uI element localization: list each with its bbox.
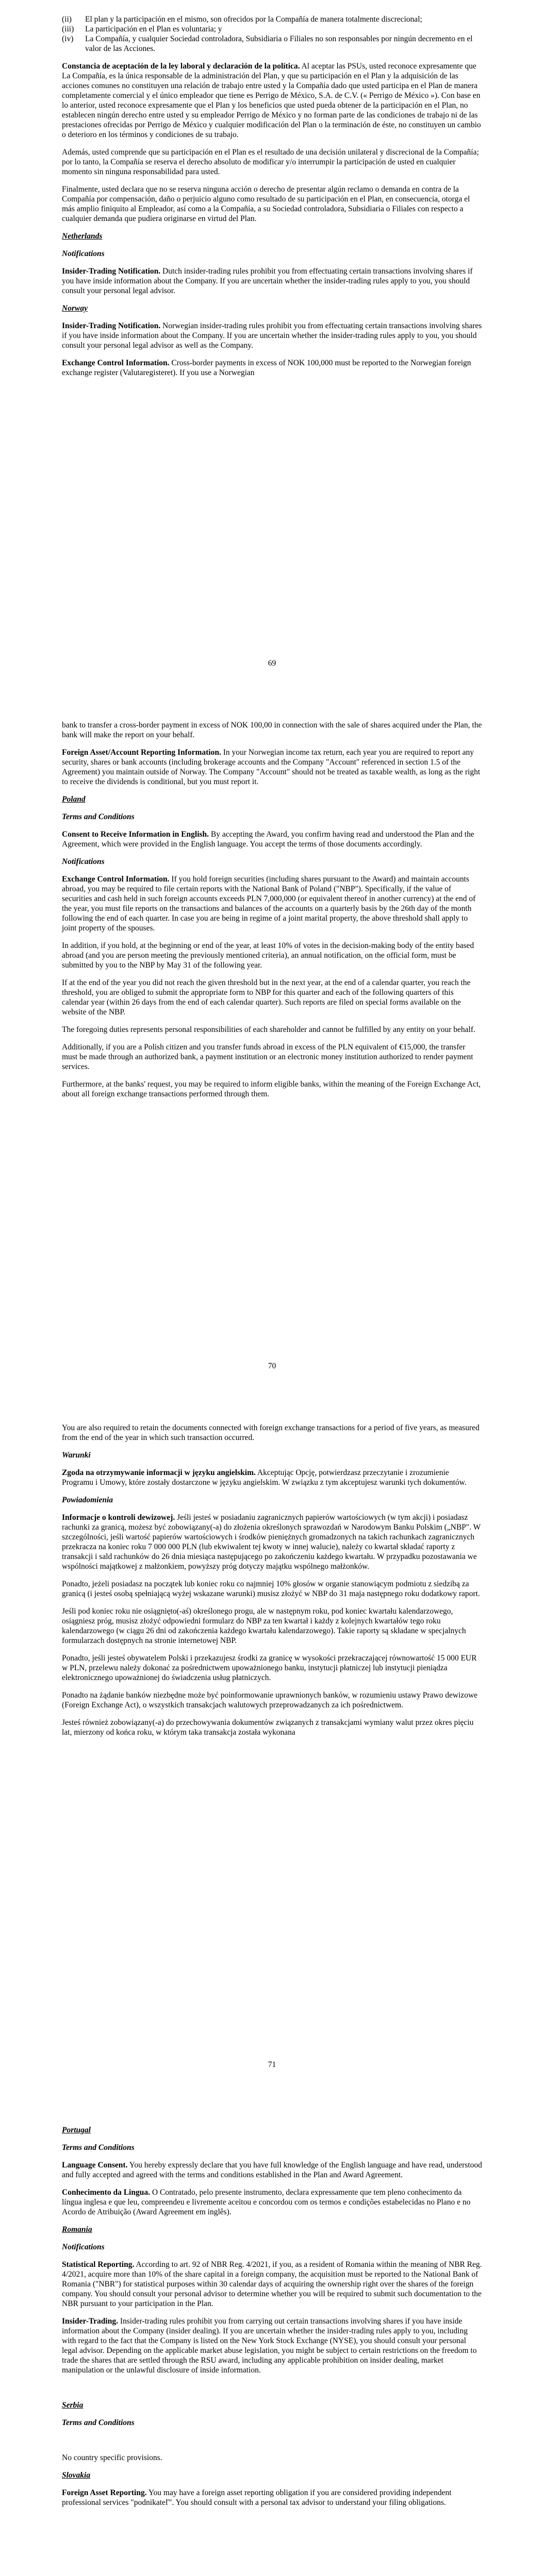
paragraph-body: If you hold foreign securities (including shares pursuant to the Award) and maintain accounts abroad, you may be required to file certain reports with the National Bank of Poland ("NBP"). Specifically, if the value of securities and cash held in such foreign accounts exceeds PLN 7,000,000 (or equivalent thereof in another currency) at the end of the year, you must file reports on the transactions and balances of the accounts on a quarterly basis by the 26th day of the month following the end of each quarter. In case you are being in regime of a joint marital property, the above threshold shall apply to joint property of the spouses. (62, 875, 476, 933)
section-heading: Terms and Conditions (62, 812, 135, 821)
paragraph-lead: Foreign Asset/Account Reporting Information. (62, 748, 221, 757)
paragraph: You are also required to retain the documents connected with foreign exchange transactions for a period of five years, as measured from the end of the year in which such transaction occurred. (62, 1423, 480, 1442)
list-text: La Compañía, y cualquier Sociedad controladora, Subsidiaria o Filiales no son responsables por ningún decremento en el valor de las Acciones. (85, 35, 473, 53)
paragraph (62, 748, 482, 787)
paragraph (62, 266, 482, 296)
country-heading-norway: Norway (62, 304, 88, 313)
list-number: (ii) (62, 15, 72, 24)
paragraph-body: Akceptując Opcję, potwierdzasz przeczytanie i zrozumienie Programu i Umowy, które zostały dostarczone w języku angielskim. W związku z tym akceptujesz warunki tych dokumentów. (62, 1468, 467, 1487)
page-72 (0, 2110, 544, 2576)
paragraph-lead: Insider-Trading Notification. (62, 267, 161, 276)
section-heading: Notifications (62, 249, 105, 258)
roman-list (62, 14, 482, 54)
paragraph: Ponadto, jeśli jesteś obywatelem Polski i przekazujesz środki za granicę w wysokości przekraczającej równowartość 15 000 EUR w PLN, przelewu należy dokonać za pośrednictwem upoważnionego banku, instytucji płatniczej lub instytucji pieniądza elektronicznego upoważnionej do świadczenia usług płatniczych. (62, 1654, 477, 1682)
paragraph (62, 2316, 482, 2375)
page-71-content (62, 1423, 482, 1745)
paragraph: Finalmente, usted declara que no se reserva ninguna acción o derecho de presentar algún reclamo o demanda en contra de la Compañía por compensación, daño o perjuicio alguno como resultado de su participación en el Plan, en consecuencia, otorga el más amplio finiquito al Empleador, así como a la Compañía, a su Sociedad controladora, Subsidiaria o Filiales con respecto a cualquier demanda que pudiera originarse en virtud del Plan. (62, 185, 470, 223)
country-heading-portugal: Portugal (62, 2126, 91, 2134)
paragraph: Además, usted comprende que su participación en el Plan es el resultado de una decisión unilateral y discrecional de la Compañía; por lo tanto, la Compañía se reserva el derecho absoluto de modificar y/o interrumpir la participación de usted en cualquier momento sin ninguna responsabilidad para usted. (62, 148, 479, 176)
paragraph: No country specific provisions. (62, 2453, 162, 2462)
paragraph-lead: Language Consent. (62, 2161, 128, 2170)
list-number: (iii) (62, 25, 74, 33)
country-heading-romania: Romania (62, 2225, 92, 2234)
spacer (62, 2383, 482, 2400)
paragraph (62, 2260, 482, 2309)
paragraph: bank to transfer a cross-border payment in excess of NOK 100,00 in connection with the sale of shares acquired under the Plan, the bank will make the report on your behalf. (62, 721, 482, 739)
paragraph: Ponadto, jeżeli posiadasz na początek lub koniec roku co najmniej 10% głosów w organie stanowiącym podmiotu z siedzibą za granicą (i jesteś osobą spełniającą wyżej wskazane warunki) musisz złożyć w NBP do 31 maja następnego roku dodatkowy raport. (62, 1580, 480, 1598)
paragraph: In addition, if you hold, at the beginning or end of the year, at least 10% of votes in the decision-making body of the entity based abroad (and you are person meeting the previously mentioned criteria), an annual notification, on the official form, must be submitted by you to the NBP by May 31 of the following year. (62, 941, 474, 970)
list-number: (iv) (62, 35, 74, 43)
paragraph (62, 358, 482, 378)
page-number: 71 (268, 2060, 276, 2069)
list-text: El plan y la participación en el mismo, son ofrecidos por la Compañía de manera totalmente discrecional; (85, 15, 422, 24)
section-heading: Warunki (62, 1451, 91, 1460)
paragraph-lead: Conhecimento da Lingua. (62, 2188, 150, 2197)
paragraph (62, 2188, 482, 2217)
paragraph (62, 321, 482, 350)
paragraph (62, 829, 482, 849)
spacer (62, 2435, 482, 2453)
section-heading: Notifications (62, 2243, 105, 2251)
section-heading: Notifications (62, 857, 105, 866)
country-heading-poland: Poland (62, 795, 86, 804)
paragraph-body: Jeśli jesteś w posiadaniu zagranicznych papierów wartościowych (w tym akcji) i posiadasz rachunki za granicą, możesz być zobowiązany(-a) do złożenia określonych sprawozdań w Narodowym Banku Polskim („NBP". W szczególności, jeśli wartość papierów wartościowych i środków pieniężnych gromadzonych na takich rachunkach zagranicznych przekracza na koniec roku 7 000 000 PLN (lub ekwiwalent tej kwoty w innej walucie), należy co kwartał składać raporty z transakcji i sald rachunków do 26 dnia miesiąca następującego po zakończeniu każdego kwartału. W przypadku pozostawania we wspólności majątkowej z małżonkiem, powyższy próg dotyczy majątku wspólnego małżonków. (62, 1513, 481, 1571)
paragraph-body: You may have a foreign asset reporting obligation if you are considered providing independent professional services "podnikateľ". You should consult with a personal tax advisor to understand your filing obligations. (62, 2488, 452, 2507)
page-70 (0, 703, 544, 1406)
paragraph-body: Insider-trading rules prohibit you from carrying out certain transactions involving shares if you have inside information about the Company (insider dealing). If you are uncertain whether the insider-trading rules apply to you, including with regard to the fact that the Company is listed on the New York Stock Exchange (NYSE), you should consult your personal legal advisor. Depending on the applicable market abuse legislation, you might be subject to certain restrictions on the freedom to trade the shares that are settled through the RSU award, including any applicable prohibition on insider dealing, market manipulation or the unlawful disclosure of inside information. (62, 2317, 477, 2375)
section-heading: Terms and Conditions (62, 2418, 135, 2427)
paragraph-body: Al aceptar las PSUs, usted reconoce expresamente que La Compañía, es la única responsable de la administración del Plan, y que su participación en el Plan y la adquisición de las acciones comunes no constituyen una relación de trabajo entre usted y la Compañía dado que usted participa en el Plan de manera completamente comercial y el único empleador que tiene es Perrigo de México, S.A. de C.V. (« Perrigo de México »). Con base en lo anterior, usted reconoce expresamente que el Plan y los beneficios que usted pueda obtener de la participación en el Plan, no establecen ningún derecho entre usted y su empleador Perrigo de México y no forman parte de las condiciones de trabajo ni de las prestaciones ofrecidas por Perrigo de México y cualquier modificación del Plan o la terminación de éste, no constituyen un cambio o deterioro en los términos y condiciones de su trabajo. (62, 62, 481, 139)
paragraph (62, 1513, 482, 1571)
paragraph-lead: Consent to Receive Information in English. (62, 830, 209, 839)
paragraph (62, 874, 482, 933)
paragraph (62, 2160, 482, 2180)
page-72-content (62, 2125, 482, 2515)
paragraph (62, 1468, 482, 1487)
paragraph (62, 2488, 482, 2507)
paragraph: If at the end of the year you did not reach the given threshold but in the next year, at the end of a calendar quarter, you reach the threshold, you are obliged to submit the appropriate form to NBP for this quarter and each of the following quarters of this calendar year (within 26 days from the end of each calendar quarter). Such reports are filed on special forms available on the website of the NBP. (62, 978, 471, 1016)
paragraph-lead: Constancia de aceptación de la ley laboral y declaración de la política. (62, 62, 300, 71)
paragraph-lead: Statistical Reporting. (62, 2260, 135, 2269)
paragraph-body: Norwegian insider-trading rules prohibit you from effectuating certain transactions involving shares if you have inside information about the Company. If you are uncertain whether the insider-trading rules apply to you, you should consult your personal legal advisor as well as the Company. (62, 321, 482, 350)
page-69-content (62, 14, 482, 385)
paragraph-lead: Zgoda na otrzymywanie informacji w języku angielskim. (62, 1468, 256, 1477)
paragraph-body: Cross-border payments in excess of NOK 100,000 must be reported to the Norwegian foreign exchange register (Valutaregisteret). If you use a Norwegian (62, 359, 471, 377)
paragraph: Jesteś również zobowiązany(-a) do przechowywania dokumentów związanych z transakcjami wymiany walut przez okres pięciu lat, mierzony od końca roku, w którym taka transakcja została wykonana (62, 1718, 474, 1737)
list-text: La participación en el Plan es voluntaria; y (85, 25, 222, 33)
list-item (62, 24, 482, 34)
paragraph: Jeśli pod koniec roku nie osiągnięto(-aś) określonego progu, ale w następnym roku, pod koniec kwartału kalendarzowego, osiągniesz próg, musisz złożyć odpowiedni formularz do NBP za ten kwartał i każdy z kolejnych kwartałów tego roku kalendarzowego (w ciągu 26 dni od zakończenia każdego kwartału kalendarzowego). Takie raporty są składane w specjalnych formularzach dostępnych na stronie internetowej NBP. (62, 1607, 466, 1645)
section-heading: Terms and Conditions (62, 2143, 135, 2152)
paragraph: Furthermore, at the banks' request, you may be required to inform eligible banks, within the meaning of the Foreign Exchange Act, about all foreign exchange transactions performed through them. (62, 1080, 481, 1098)
country-heading-netherlands: Netherlands (62, 232, 103, 241)
paragraph-body: According to art. 92 of NBR Reg. 4/2021, if you, as a resident of Romania within the meaning of NBR Reg. 4/2021, acquire more than 10% of the share capital in a foreign company, the acquisition must be reported to the National Bank of Romania ("NBR") for statistical purposes within 30 calendar days of acquiring the ownership right over the shares of the foreign company. You should consult your personal advisor to determine whether you will be required to submit such documentation to the NBR pursuant to your participation in the Plan. (62, 2260, 482, 2308)
page-number: 70 (268, 1362, 276, 1370)
paragraph-lead: Informacje o kontroli dewizowej. (62, 1513, 175, 1522)
paragraph-lead: Insider-Trading. (62, 2317, 118, 2326)
page-number: 69 (268, 659, 276, 668)
paragraph: Additionally, if you are a Polish citizen and you transfer funds abroad in excess of the PLN equivalent of €15,000, the transfer must be made through an authorized bank, a payment institution or an electronic money institution authorized to render payment services. (62, 1043, 473, 1071)
list-item (62, 14, 482, 24)
paragraph-lead: Insider-Trading Notification. (62, 321, 161, 330)
paragraph-lead: Exchange Control Information. (62, 875, 170, 884)
paragraph-body: By accepting the Award, you confirm having read and understood the Plan and the Agreement, which were provided in the English language. You accept the terms of those documents accordingly. (62, 830, 474, 849)
page-69 (0, 0, 544, 703)
paragraph-lead: Exchange Control Information. (62, 359, 170, 367)
paragraph-lead: Foreign Asset Reporting. (62, 2488, 147, 2497)
list-item (62, 34, 482, 54)
country-heading-slovakia: Slovakia (62, 2471, 91, 2480)
paragraph-body: Dutch insider-trading rules prohibit you from effectuating certain transactions involving shares if you have inside information about the Company. If you are uncertain whether the insider-trading rules apply to you, you should consult your personal legal advisor. (62, 267, 473, 295)
paragraph: Ponadto na żądanie banków niezbędne może być poinformowanie uprawnionych banków, w rozumieniu ustawy Prawo dewizowe (Foreign Exchange Act), o wszystkich transakcjach walutowych przeprowadzanych za ich pośrednictwem. (62, 1691, 478, 1709)
page-71 (0, 1406, 544, 2110)
paragraph (62, 61, 482, 140)
paragraph-body: You hereby expressly declare that you have full knowledge of the English language and have read, understood and fully accepted and agreed with the terms and conditions established in the Plan and Award Agreement. (62, 2161, 482, 2179)
paragraph-body: In your Norwegian income tax return, each year you are required to report any security, shares or bank accounts (including brokerage accounts and the Company "Account" referenced in section 1.5 of the Agreement) you maintain outside of Norway. The Company "Account" should not be treated as taxable wealth, as long as the right to receive the dividends is conditional, but you must report it. (62, 748, 481, 786)
page-70-content (62, 720, 482, 1107)
paragraph-body: O Contratado, pelo presente instrumento, declara expressamente que tem pleno conhecimento da língua inglesa e que leu, compreendeu e livremente aceitou e concordou com os termos e condições estabelecidas no Plano e no Acordo de Atribuição (Award Agreement em inglês). (62, 2188, 471, 2216)
section-heading: Powiadomienia (62, 1496, 113, 1504)
country-heading-serbia: Serbia (62, 2401, 84, 2410)
paragraph: The foregoing duties represents personal responsibilities of each shareholder and cannot be fulfilled by any entity on your behalf. (62, 1025, 475, 1034)
